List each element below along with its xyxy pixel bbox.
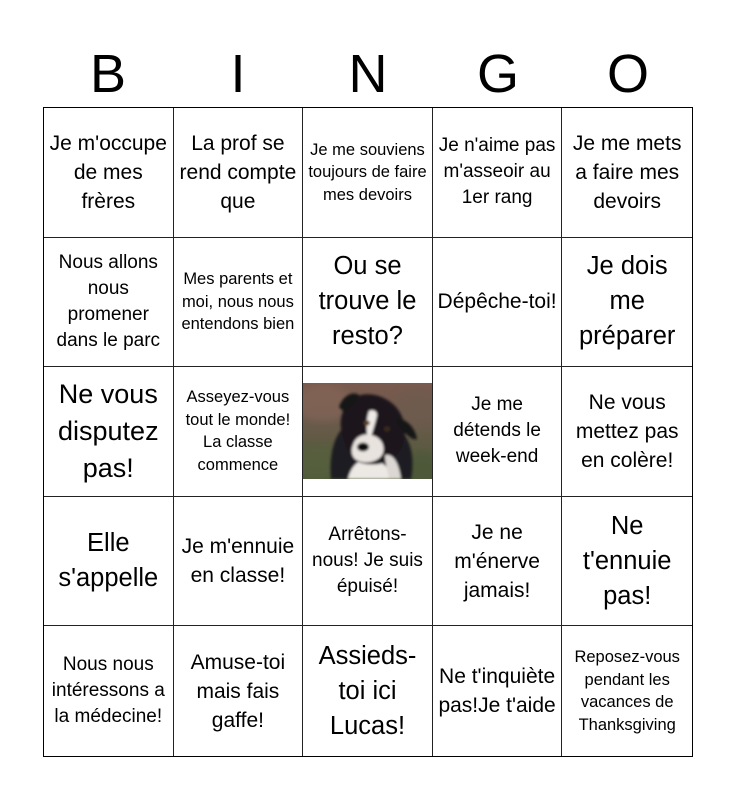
bingo-cell-r2-c1[interactable] [44,238,174,368]
cell-text: Je ne m'énerve jamais! [454,520,540,602]
bingo-cell-r3-c2[interactable] [174,367,304,497]
cell-text: La prof se rend compte que [179,131,297,213]
header-letter-g: G [476,44,519,104]
bingo-cell-r5-c1[interactable] [44,626,174,756]
cell-text: Ne t'ennuie pas! [582,511,672,610]
bingo-cell-r4-c1[interactable] [44,497,174,627]
bingo-cell-r3-c4[interactable] [433,367,563,497]
bingo-cell-r5-c2[interactable] [174,626,304,756]
cell-text: Je me mets a faire mes devoirs [572,131,682,213]
cell-text: Je m'ennuie en classe! [181,535,295,588]
cell-text: Mes parents et moi, nous nous entendons bien [181,270,295,334]
bingo-cell-r1-c1[interactable] [44,108,174,238]
bingo-cell-r2-c2[interactable] [174,238,304,368]
bingo-card-grid [43,107,693,757]
cell-text: Nous allons nous promener dans le parc [56,251,161,351]
cell-text: Je dois me préparer [579,252,676,351]
header-letter-o: O [606,44,649,104]
cell-text: Ou se trouve le resto? [318,252,417,351]
bingo-cell-r4-c4[interactable] [433,497,563,627]
dog-image-icon [303,383,432,479]
bingo-cell-r3-c1[interactable] [44,367,174,497]
bingo-cell-r1-c2[interactable] [174,108,304,238]
bingo-cell-r1-c3[interactable] [303,108,433,238]
header-letter-i: I [230,44,246,104]
cell-text: Amuse-toi mais fais gaffe! [190,650,286,732]
bingo-cell-r3-c5[interactable] [562,367,692,497]
bingo-cell-r4-c3[interactable] [303,497,433,627]
bingo-cell-r5-c5[interactable] [562,626,692,756]
cell-text: Ne vous mettez pas en colère! [575,390,679,472]
header-letter-b: B [89,44,127,104]
cell-text: Je me souviens toujours de faire mes devoirs [308,140,427,204]
border-collie-dog-photo [303,383,432,479]
cell-text: Arrêtons-nous! Je suis épuisé! [312,524,423,598]
bingo-cell-r2-c3[interactable] [303,238,433,368]
bingo-free-space[interactable] [303,367,433,497]
bingo-cell-r2-c5[interactable] [562,238,692,368]
cell-text: Elle s'appelle [58,529,159,593]
bingo-header [43,42,693,106]
bingo-cell-r4-c2[interactable] [174,497,304,627]
cell-text: Ne t'inquiète pas!Je t'aide [438,665,556,718]
bingo-cell-r1-c5[interactable] [562,108,692,238]
bingo-cell-r2-c4[interactable] [433,238,563,368]
cell-text: Ne vous disputez pas! [58,378,159,483]
cell-text: Nous nous intéressons a la médecine! [51,654,165,728]
cell-text: Asseyez-vous tout le monde! La classe commence [185,388,291,474]
header-letter-n: N [348,44,388,104]
bingo-cell-r5-c4[interactable] [433,626,563,756]
bingo-cell-r1-c4[interactable] [433,108,563,238]
cell-text: Assieds-toi ici Lucas! [318,641,417,740]
cell-text: Dépêche-toi! [437,290,557,314]
cell-text: Reposez-vous pendant les vacances de Thanksgiving [574,648,680,734]
bingo-cell-r4-c5[interactable] [562,497,692,627]
bingo-cell-r5-c3[interactable] [303,626,433,756]
cell-text: Je n'aime pas m'asseoir au 1er rang [438,135,556,209]
cell-text: Je m'occupe de mes frères [49,131,167,213]
cell-text: Je me détends le week-end [453,394,541,468]
